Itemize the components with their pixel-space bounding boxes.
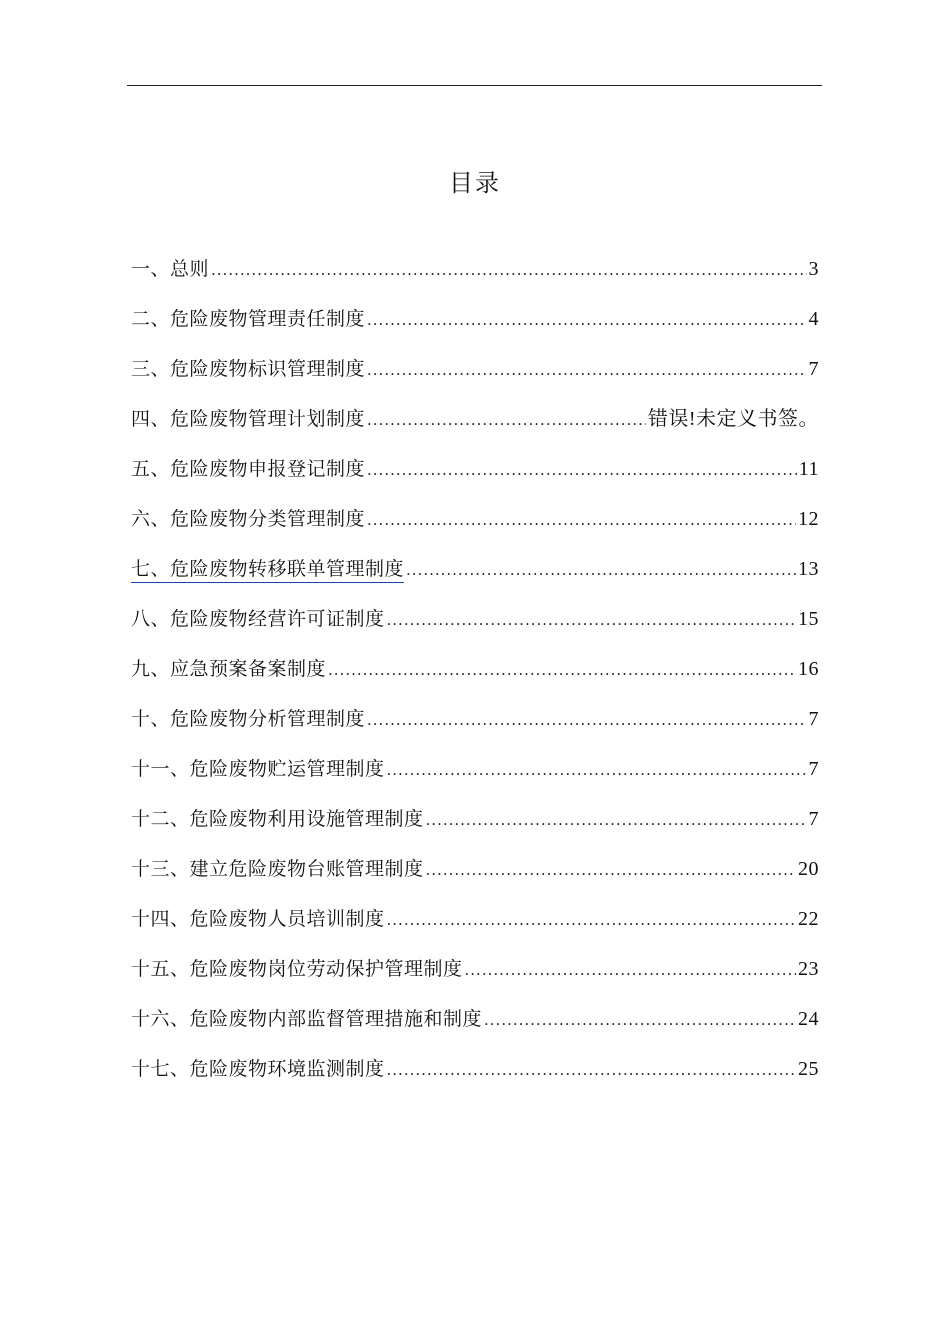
toc-page-number: 15 bbox=[798, 608, 819, 630]
toc-dot-leader bbox=[367, 403, 646, 437]
toc-entry-15[interactable] bbox=[131, 952, 819, 1002]
toc-entry-label: 十一、危险废物贮运管理制度 bbox=[131, 758, 385, 780]
toc-dot-leader bbox=[426, 803, 807, 837]
toc-page-number: 7 bbox=[808, 808, 819, 830]
toc-entry-7[interactable] bbox=[131, 552, 819, 602]
toc-page-number: 13 bbox=[798, 558, 819, 580]
toc-entry-label: 十、危险废物分析管理制度 bbox=[131, 708, 366, 730]
toc-dot-leader bbox=[465, 953, 796, 987]
toc-entry-12[interactable] bbox=[131, 802, 819, 852]
toc-entry-label: 十六、危险废物内部监督管理措施和制度 bbox=[131, 1008, 483, 1030]
toc-page-number: 16 bbox=[798, 658, 819, 680]
toc-entry-10[interactable] bbox=[131, 702, 819, 752]
toc-dot-leader bbox=[387, 753, 807, 787]
toc-dot-leader bbox=[367, 353, 806, 387]
toc-title: 目录 bbox=[449, 169, 501, 197]
header-rule bbox=[127, 85, 822, 86]
toc-dot-leader bbox=[367, 503, 796, 537]
toc-entry-3[interactable] bbox=[131, 352, 819, 402]
toc-page-number: 25 bbox=[798, 1058, 819, 1080]
toc-dot-leader bbox=[211, 253, 806, 287]
toc-dot-leader bbox=[328, 653, 796, 687]
toc-entry-13[interactable] bbox=[131, 852, 819, 902]
toc-page-number: 3 bbox=[808, 258, 819, 280]
toc-entry-9[interactable] bbox=[131, 652, 819, 702]
toc-dot-leader bbox=[367, 303, 806, 337]
toc-page-number: 20 bbox=[798, 858, 819, 880]
toc-entry-2[interactable] bbox=[131, 302, 819, 352]
toc-page-number: 4 bbox=[808, 308, 819, 330]
toc-page-number: 7 bbox=[808, 758, 819, 780]
toc-entry-6[interactable] bbox=[131, 502, 819, 552]
toc-entry-label: 十二、危险废物利用设施管理制度 bbox=[131, 808, 424, 830]
toc-dot-leader bbox=[406, 553, 796, 587]
toc-entry-1[interactable] bbox=[131, 252, 819, 302]
toc-page-number: 7 bbox=[808, 358, 819, 380]
toc-entry-17[interactable] bbox=[131, 1052, 819, 1102]
toc-dot-leader bbox=[367, 453, 797, 487]
toc-dot-leader bbox=[484, 1003, 796, 1037]
toc-page-number: 22 bbox=[798, 908, 819, 930]
toc-entry-8[interactable] bbox=[131, 602, 819, 652]
toc-page-number: 24 bbox=[798, 1008, 819, 1030]
toc-entry-16[interactable] bbox=[131, 1002, 819, 1052]
toc-entry-5[interactable] bbox=[131, 452, 819, 502]
toc-page-number: 7 bbox=[808, 708, 819, 730]
toc-entry-label-link[interactable]: 七、危险废物转移联单管理制度 bbox=[131, 556, 404, 583]
toc-entry-14[interactable] bbox=[131, 902, 819, 952]
toc-entry-label: 二、危险废物管理责任制度 bbox=[131, 308, 366, 330]
toc-entry-label: 十四、危险废物人员培训制度 bbox=[131, 908, 385, 930]
toc-entry-label: 四、危险废物管理计划制度 bbox=[131, 408, 366, 430]
toc-entry-11[interactable] bbox=[131, 752, 819, 802]
toc-page-number: 12 bbox=[798, 508, 819, 530]
toc-dot-leader bbox=[367, 703, 806, 737]
toc-entry-label: 六、危险废物分类管理制度 bbox=[131, 508, 366, 530]
table-of-contents bbox=[131, 252, 819, 1102]
toc-entry-label: 十五、危险废物岗位劳动保护管理制度 bbox=[131, 958, 463, 980]
toc-entry-label: 八、危险废物经营许可证制度 bbox=[131, 608, 385, 630]
toc-entry-4[interactable] bbox=[131, 402, 819, 452]
toc-entry-label: 一、总则 bbox=[131, 258, 210, 280]
toc-entry-label: 五、危险废物申报登记制度 bbox=[131, 458, 366, 480]
toc-dot-leader bbox=[387, 903, 796, 937]
toc-entry-label: 十三、建立危险废物台账管理制度 bbox=[131, 858, 424, 880]
toc-entry-label: 九、应急预案备案制度 bbox=[131, 658, 327, 680]
toc-page-number: 11 bbox=[798, 458, 819, 480]
toc-dot-leader bbox=[387, 1053, 796, 1087]
toc-entry-label: 十七、危险废物环境监测制度 bbox=[131, 1058, 385, 1080]
toc-page-number: 错误!未定义书签。 bbox=[647, 408, 819, 430]
toc-page-number: 23 bbox=[798, 958, 819, 980]
toc-dot-leader bbox=[426, 853, 796, 887]
toc-entry-label: 三、危险废物标识管理制度 bbox=[131, 358, 366, 380]
toc-dot-leader bbox=[387, 603, 796, 637]
